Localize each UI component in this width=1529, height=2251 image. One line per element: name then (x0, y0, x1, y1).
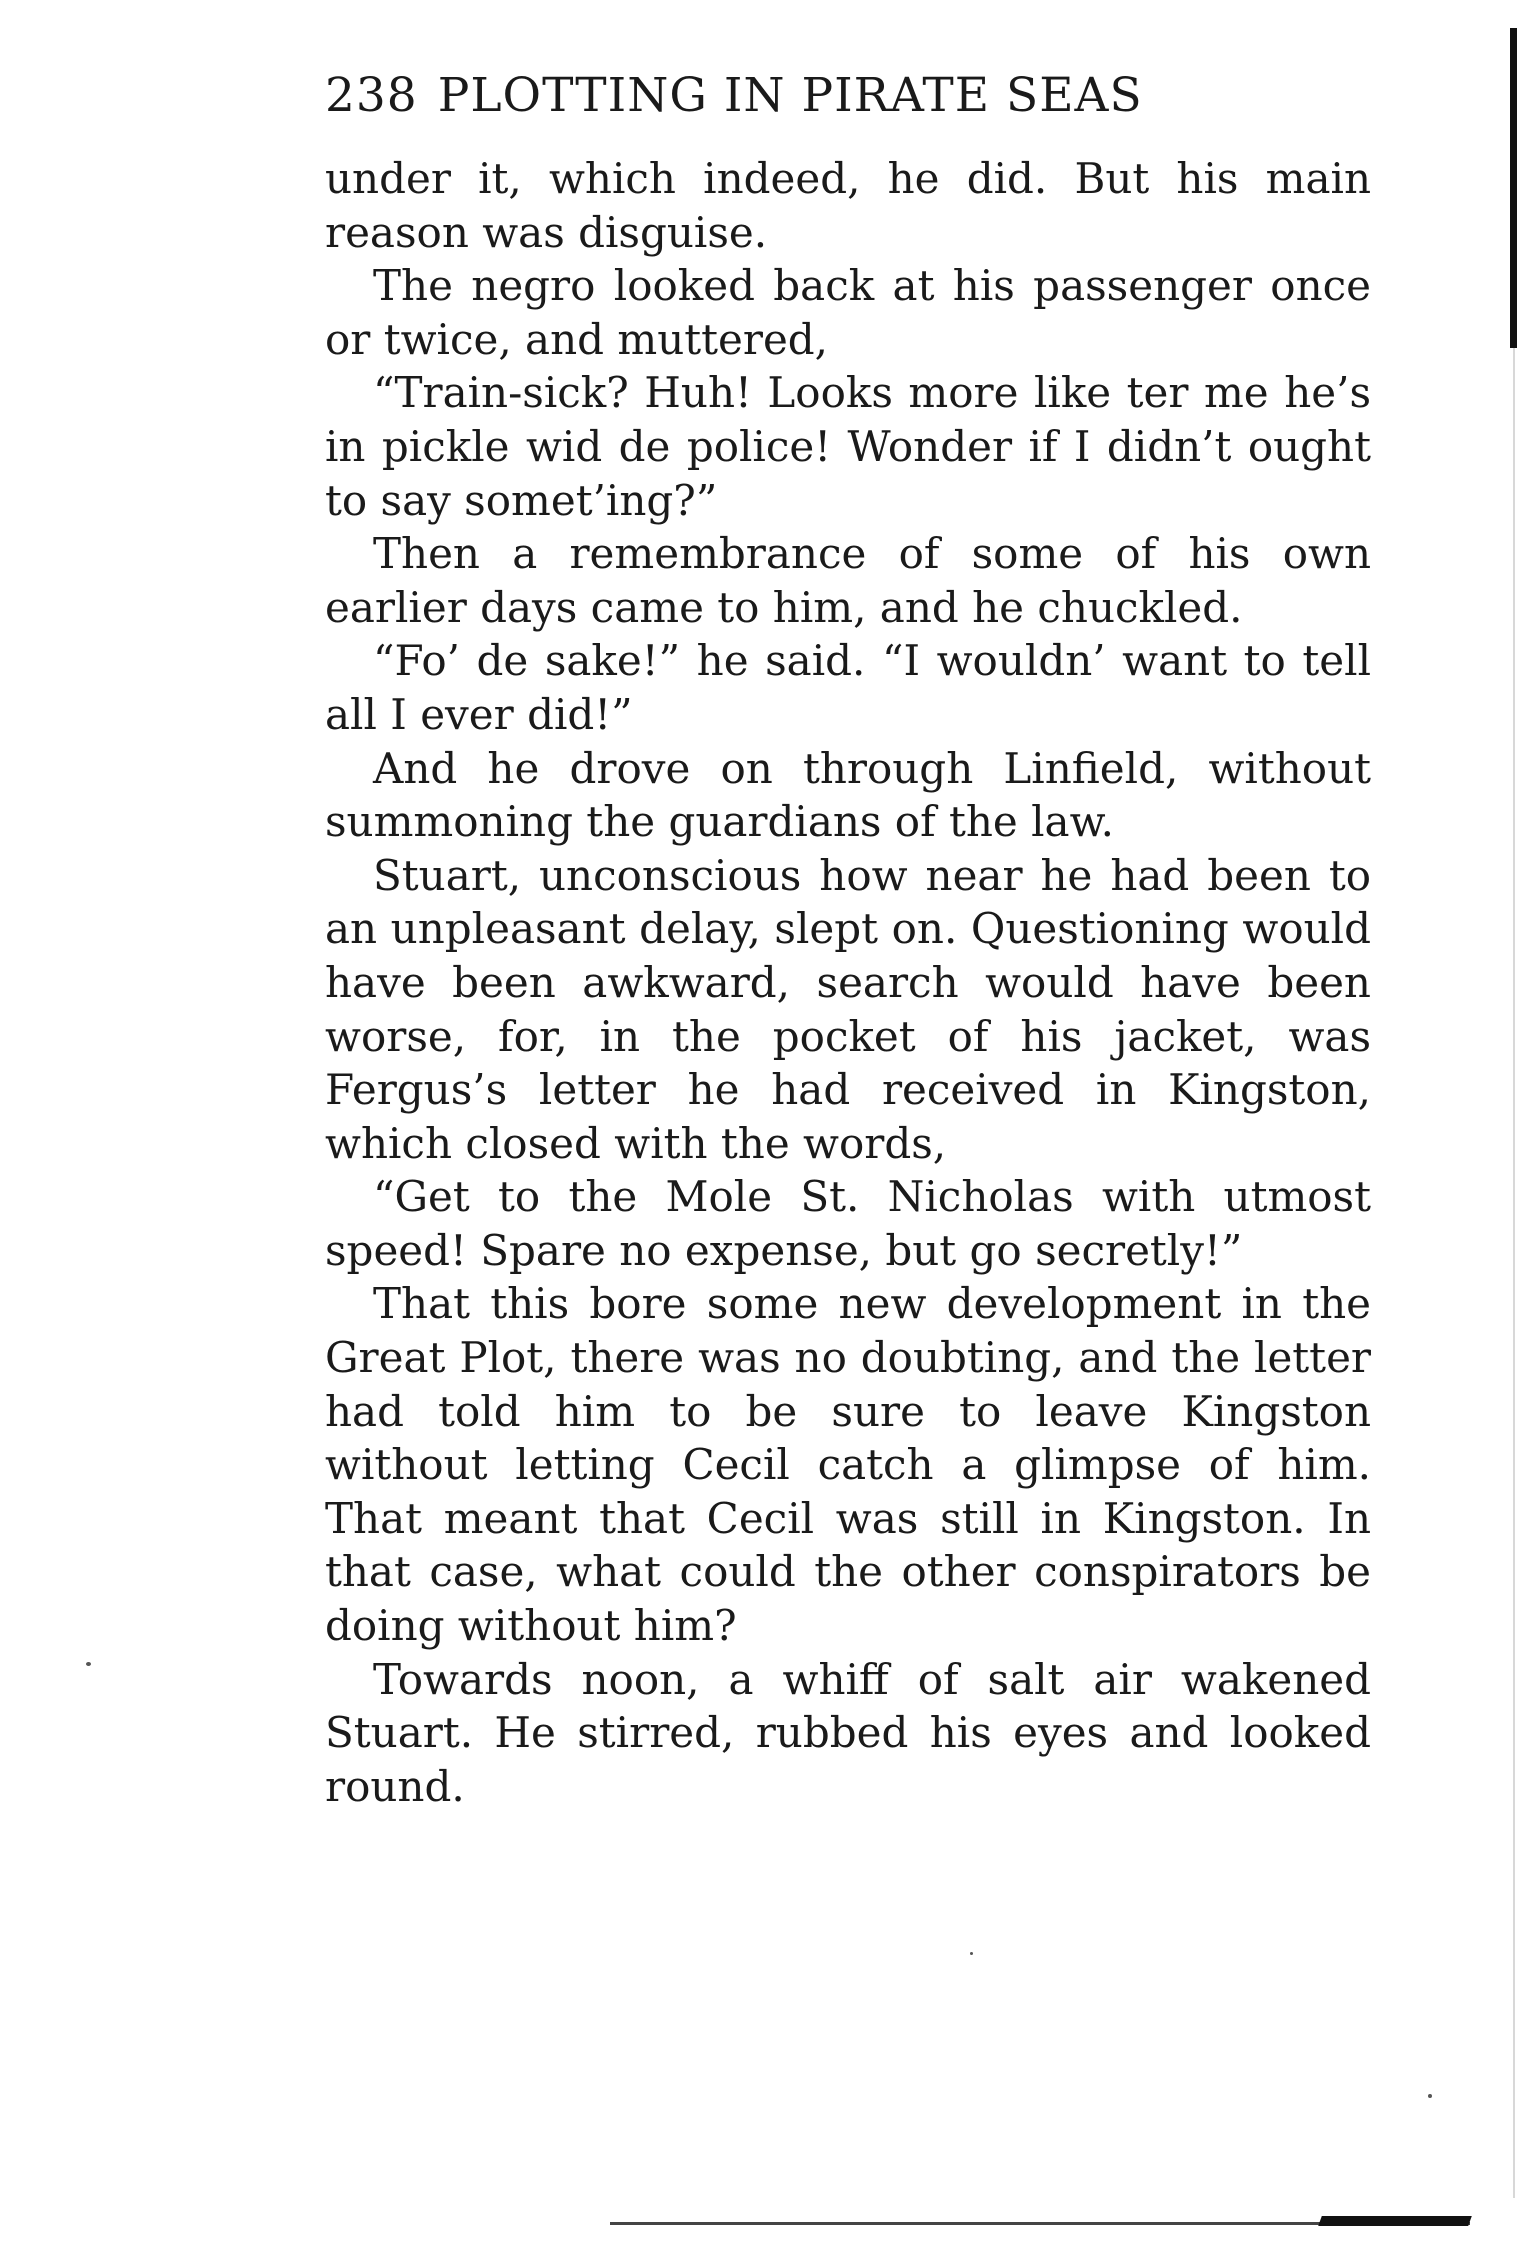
scan-edge-mark (1510, 28, 1517, 348)
paragraph: That this bore some new development in the Great Plot, there was no doubting, and the letter had told him to be sure to leave Kingston without letting Cecil catch a glimpse of him. That meant that Cecil was still in Kingston. In that case, what could the other conspirators be doing without him? (325, 1279, 1371, 1651)
scan-bottom-mark (1318, 2216, 1472, 2226)
paragraph: Then a remembrance of some of his own earlier days came to him, and he chuckled. (325, 529, 1371, 632)
scan-speck (1428, 2094, 1432, 2098)
paragraph: under it, which indeed, he did. But his main reason was disguise. (325, 154, 1371, 257)
paragraph: “Train-sick? Huh! Looks more like ter me he’s in pickle wid de police! Wonder if I didn’t ought to say somet’ing?” (325, 368, 1371, 525)
scan-speck (970, 1952, 973, 1955)
scan-speck (86, 1662, 91, 1666)
book-title: PLOTTING IN PIRATE SEAS (437, 68, 1143, 123)
scan-edge-line (1513, 348, 1515, 2198)
paragraph: And he drove on through Linfield, without summoning the guardians of the law. (325, 743, 1371, 847)
running-head (325, 68, 1375, 124)
paragraph: The negro looked back at his passenger once or twice, and muttered, (325, 261, 1371, 364)
paragraph: “Get to the Mole St. Nicholas with utmost speed! Spare no expense, but go secretly!” (325, 1172, 1371, 1275)
paragraph: Towards noon, a whiff of salt air wakened Stuart. He stirred, rubbed his eyes and looked round. (325, 1654, 1371, 1811)
page-number: 238 (325, 68, 418, 123)
body-text (325, 152, 1371, 1813)
paragraph: Stuart, unconscious how near he had been to an unpleasant delay, slept on. Questioning would have been awkward, search would have been worse, for, in the pocket of his jacket, was Fergus’s letter he had received in Kingston, which closed with the words, (325, 850, 1371, 1168)
paragraph: “Fo’ de sake!” he said. “I wouldn’ want to tell all I ever did!” (325, 636, 1371, 739)
